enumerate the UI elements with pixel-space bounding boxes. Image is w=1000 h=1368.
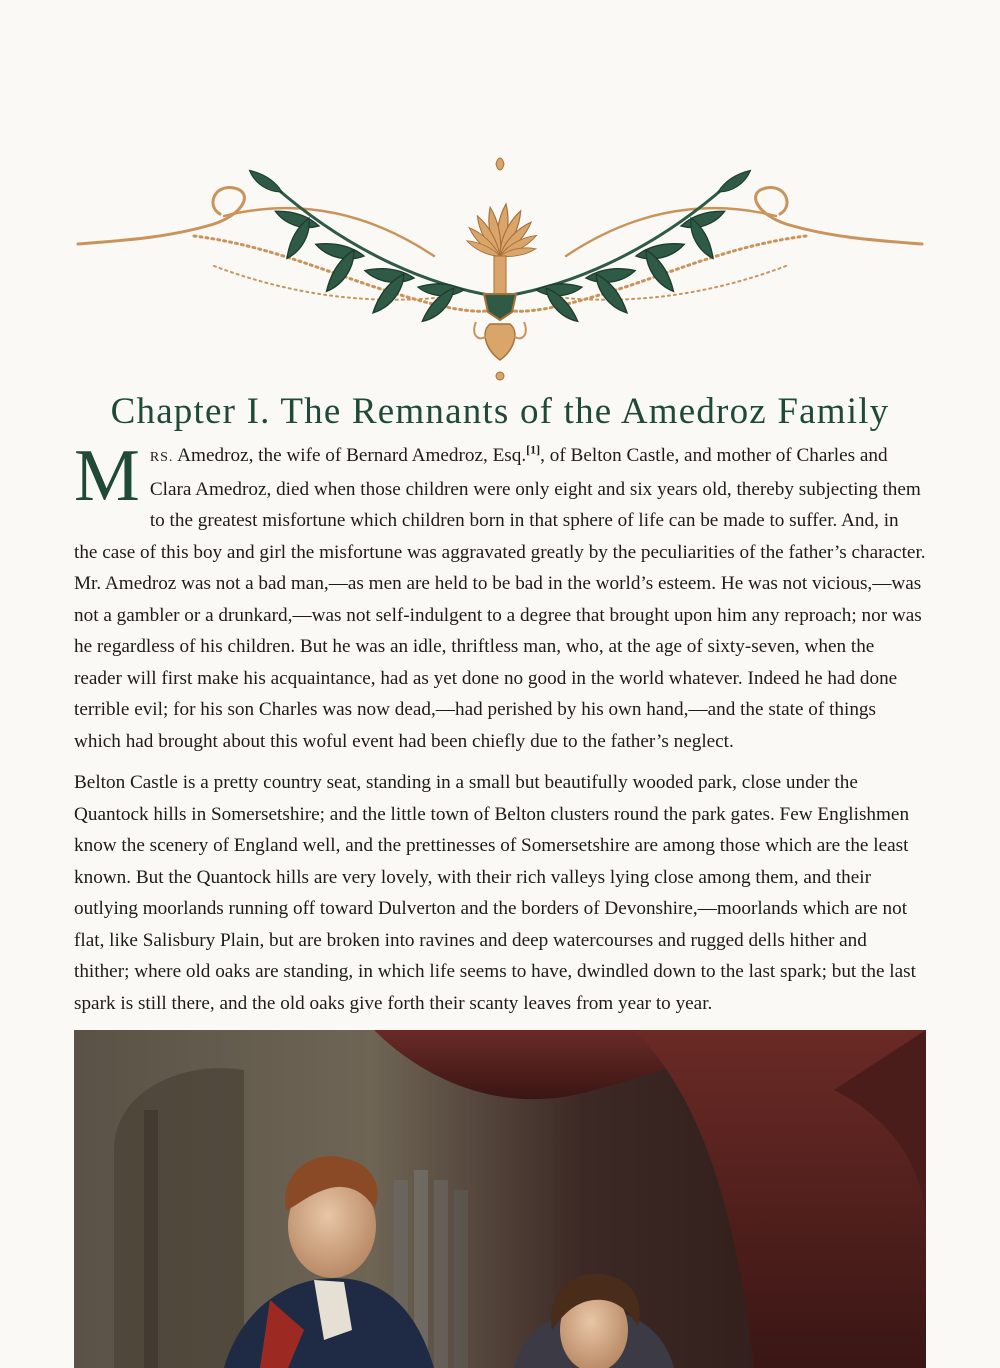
small-caps-text: RS. bbox=[149, 450, 174, 465]
paragraph-1 bbox=[74, 435, 926, 757]
paragraph-1-text-b: , of Belton Castle, and mother of Charles and Clara Amedroz, died when those children were only eight and six years old, thereby subjecting them to the greatest misfortune which children born in that sphere of life can be made to suffer. And, in the case of this boy and girl the misfortune was aggravated greatly by the peculiarities of the father’s character. Mr. Amedroz was not a bad man,—as men are held to be bad in the world’s esteem. He was not vicious,—was not a gambler or a drunkard,—was not self-indulgent to a degree that brought upon him any reproach; nor was he regardless of his children. But he was an idle, thriftless man, who, at the age of sixty-seven, when the reader will first make his acquaintance, had as yet done no good in the world whatever. Indeed he had done terrible evil; for his son Charles was now dead,—had perished by his own hand,—and the state of things which had brought about this woful event had been chiefly due to the father’s neglect. bbox=[74, 445, 926, 752]
footnote-link[interactable]: [1] bbox=[526, 442, 541, 457]
chapter-body bbox=[74, 435, 926, 1029]
painting-illustration bbox=[74, 1030, 926, 1368]
paragraph-1-text-a: Amedroz, the wife of Bernard Amedroz, Esq. bbox=[173, 445, 527, 466]
chapter-title: Chapter I. The Remnants of the Amedroz Family bbox=[110, 391, 890, 432]
paragraph-2: Belton Castle is a pretty country seat, standing in a small but beautifully wooded park, close under the Quantock hills in Somersetshire; and the little town of Belton clusters round the park gates. Few Englishmen know the scenery of England well, and the prettinesses of Somersetshire are among those which are the least known. But the Quantock hills are very lovely, with their rich valleys lying close among them, and their outlying moorlands running off toward Dulverton and the borders of Devonshire,—moorlands which are not flat, like Salisbury Plain, but are broken into ravines and deep watercourses and rugged dells hither and thither; where old oaks are standing, in which life seems to have, dwindled down to the last spark; but the last spark is still there, and the old oaks give forth their scanty leaves from year to year. bbox=[74, 772, 916, 1014]
ornamental-header-illustration bbox=[74, 96, 926, 388]
drop-cap: M bbox=[74, 435, 140, 517]
